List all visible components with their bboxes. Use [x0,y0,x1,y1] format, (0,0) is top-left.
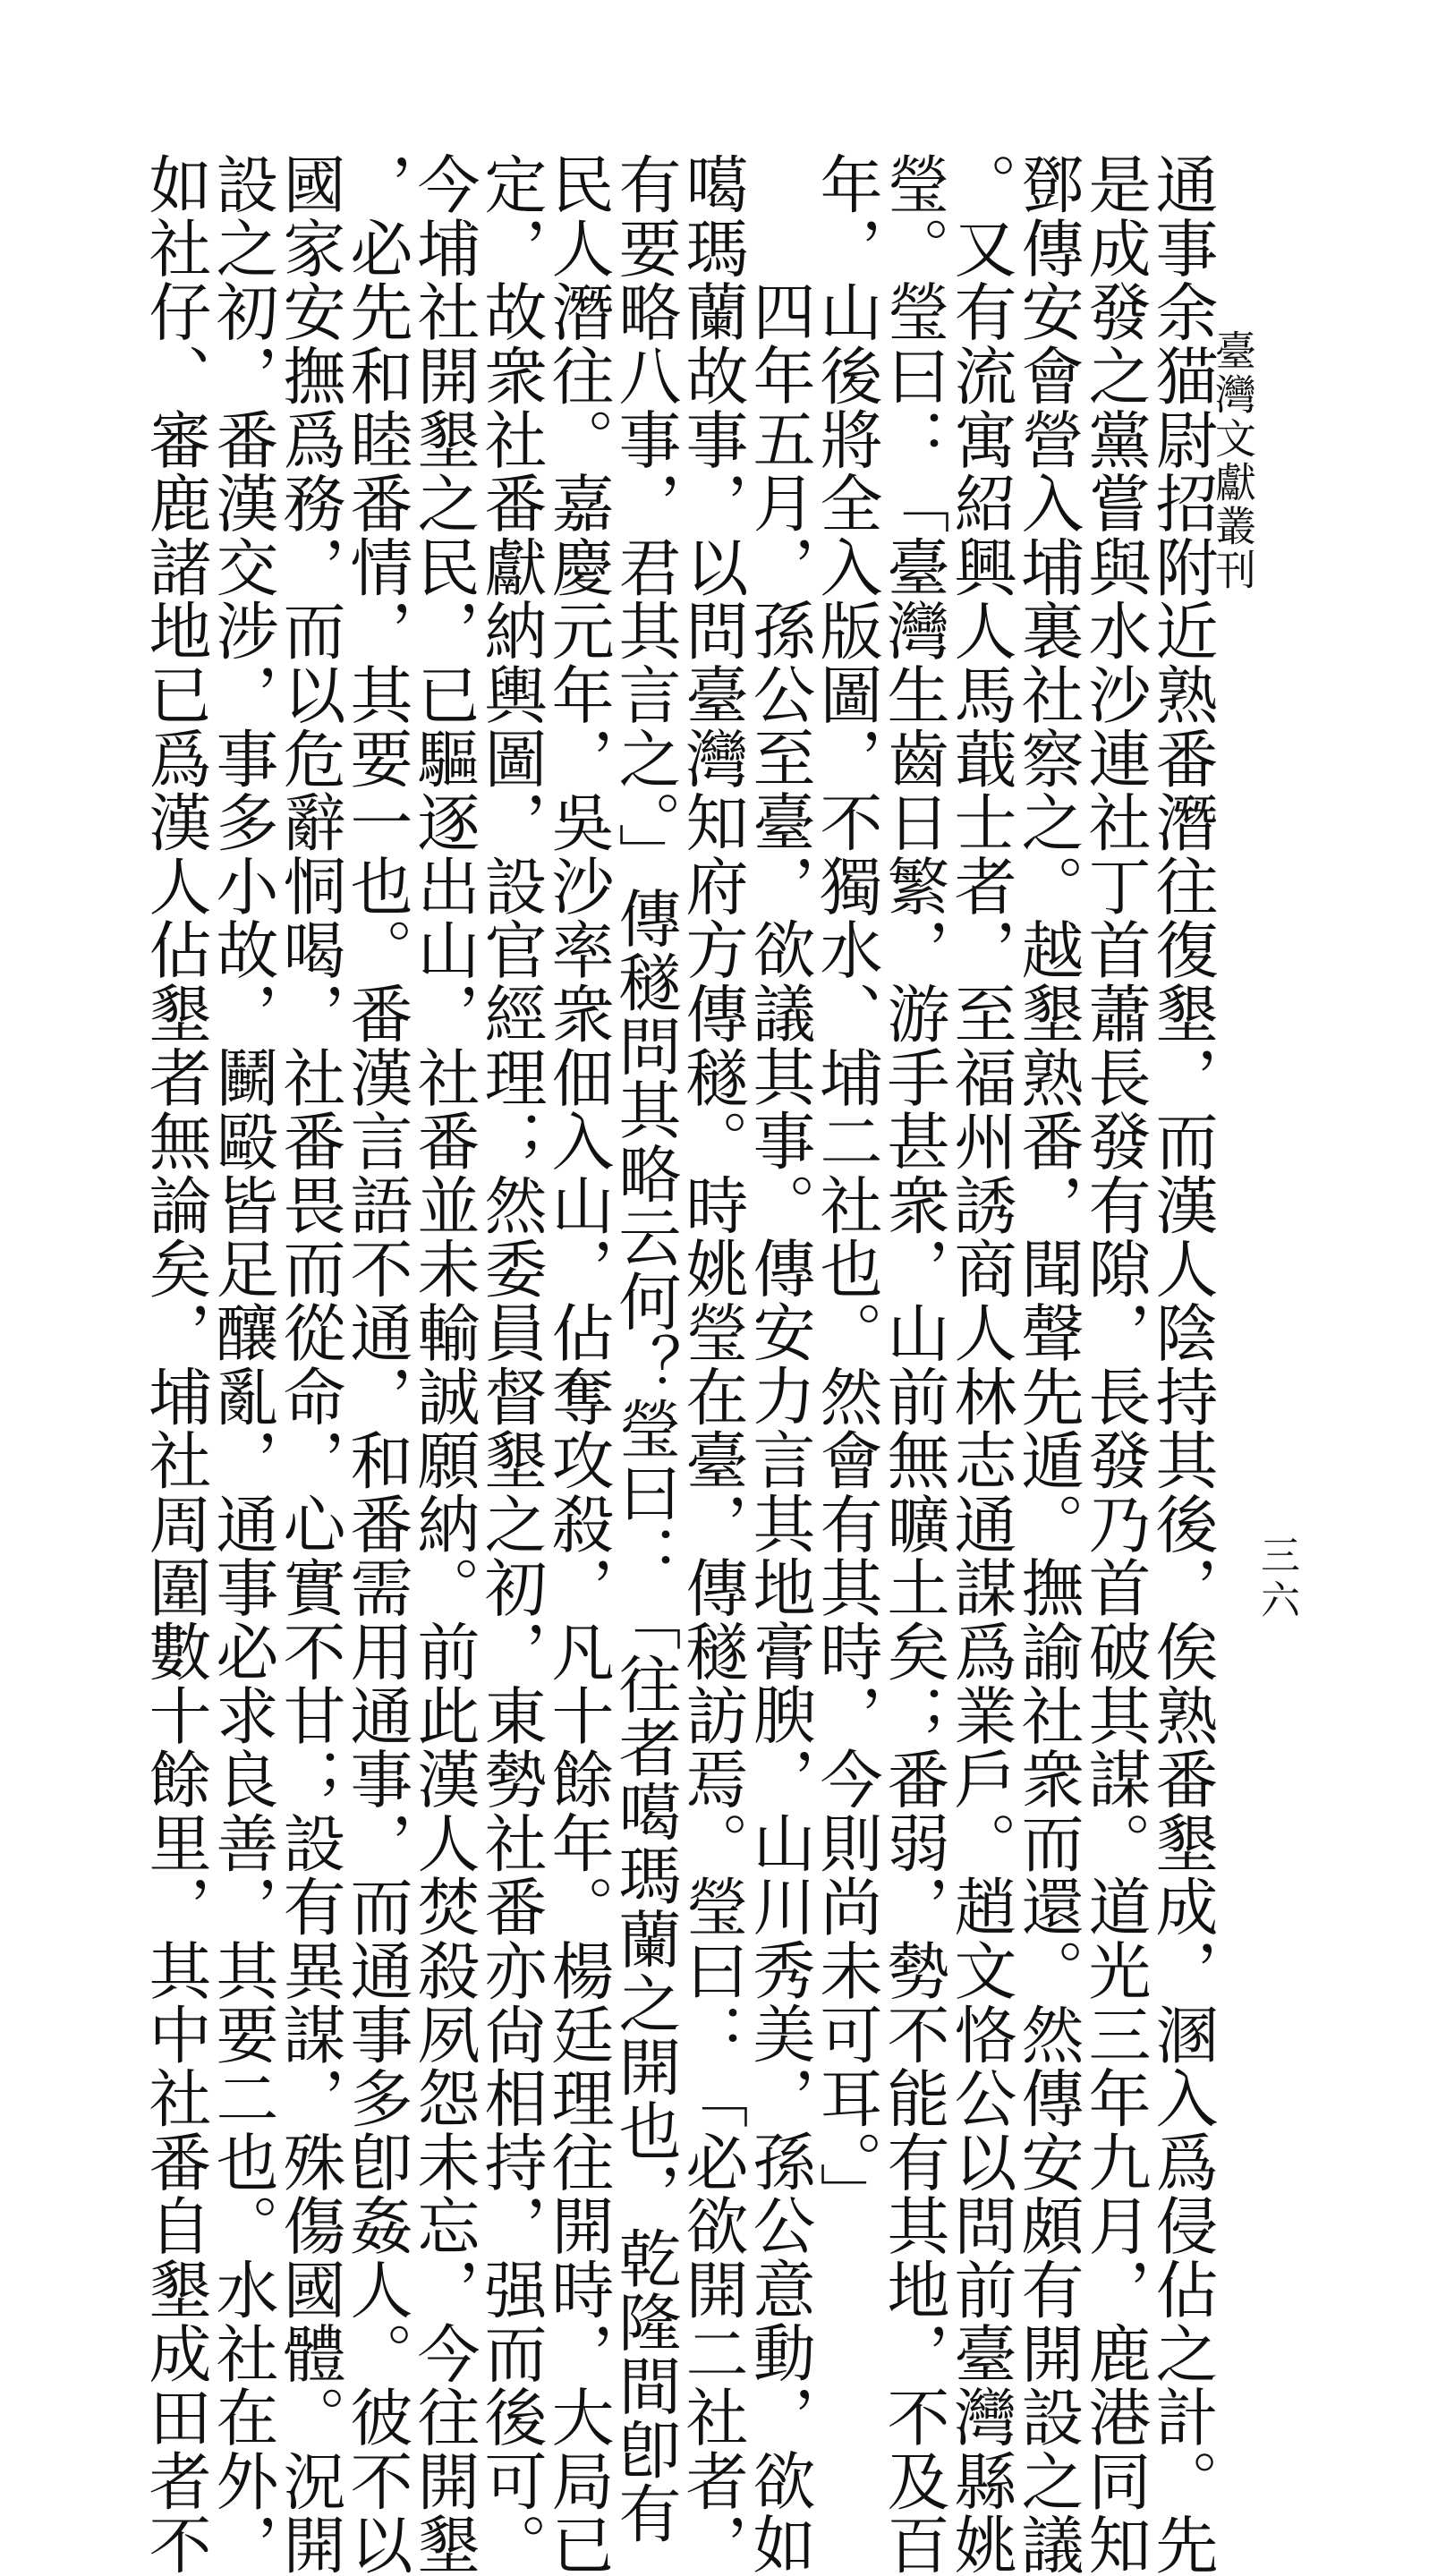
text-column-9: 有要略八事，君其言之。」傳穟問其略云何？瑩曰：「往者噶瑪蘭之開也，乾隆間卽有 [608,152,682,2546]
text-column-15: 設之初，番漢交涉，事多小故，鬭毆皆足釀亂，通事必求良善，其要二也。水社在外， [206,152,279,2576]
body-text [139,152,1219,2576]
text-column-1: 通事余猫尉招附近熟番潛往復墾，而漢人陰持其後，俟熟番墾成，溷入爲侵佔之計。先 [1145,152,1219,2576]
page-number: 三六 [1254,1535,1299,1624]
series-title: 臺灣文獻叢刊 [1209,329,1257,592]
text-column-13: ，必先和睦番情，其要一也。番漢言語不通，和番需用通事，而通事多卽姦人。彼不以 [340,152,413,2576]
text-column-5: 瑩。瑩曰：「臺灣生齒日繁，游手甚衆，山前無曠土矣；番弱，勢不能有其地，不及百 [877,152,950,2576]
text-column-7: 四年五月，孫公至臺，欲議其事。傳安力言其地膏腴，山川秀美，孫公意動，欲如 [743,279,816,2576]
text-column-11: 定，故衆社番獻納輿圖，設官經理；然委員督墾之初，東勢社番亦尙相持，强而後可。 [474,152,548,2576]
text-column-4: 。又有流寓紹興人馬蕺士者，至福州誘商人林志通謀爲業戶。趙文恪公以問前臺灣縣姚 [944,152,1017,2576]
text-column-6: 年，山後將全入版圖，不獨水、埔二社也。然會有其時，今則尚未可耳。」 [810,152,883,2226]
text-column-16: 如社仔、審鹿諸地已爲漢人佔墾者無論矣，埔社周圍數十餘里，其中社番自墾成田者不 [139,152,212,2576]
text-column-8: 噶瑪蘭故事，以問臺灣知府方傳穟。時姚瑩在臺，傳穟訪焉。瑩曰：「必欲開二社者， [676,152,749,2576]
text-column-10: 民人潛往。嘉慶元年，吳沙率衆佃入山，佔奪攻殺，凡十餘年。楊廷理往開時，大局已 [541,152,615,2576]
text-column-3: 鄧傳安會營入埔裏社察之。越墾熟番，聞聲先遁。撫諭社衆而還。然傳安頗有開設之議 [1011,152,1084,2576]
text-column-2: 是成發之黨嘗與水沙連社丁首蕭長發有隙，長發乃首破其謀。道光三年九月，鹿港同知 [1078,152,1152,2576]
text-column-14: 國家安撫爲務，而以危辭恫喝，社番畏而從命，心實不甘；設有異謀，殊傷國體。況開 [273,152,346,2576]
text-column-12: 今埔社開墾之民，已驅逐出山，社番並未輸誠願納。前此漢人焚殺夙怨未忘，今往開墾 [407,152,481,2576]
